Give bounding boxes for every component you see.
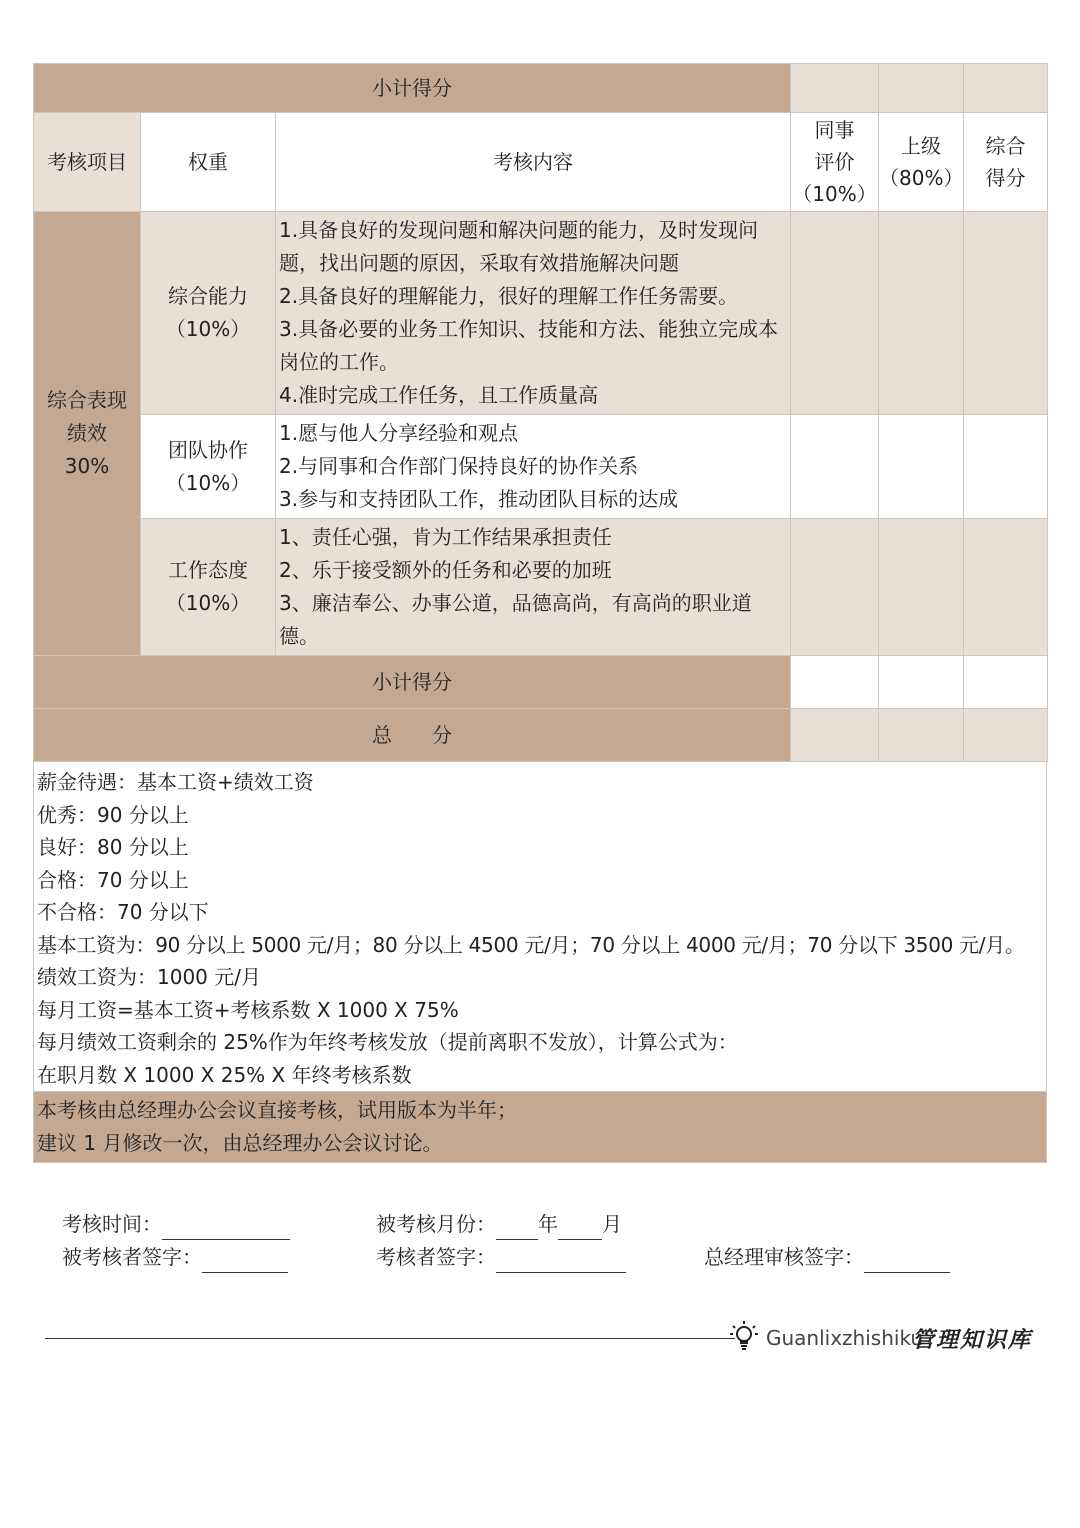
note-line: 每月绩效工资剩余的 25%作为年终考核发放（提前离职不发放），计算公式为： [37,1030,738,1054]
peer-score-cell[interactable] [791,519,879,656]
subtotal-row [34,656,1048,709]
content-line: 3.具备必要的业务工作知识、技能和方法、能独立完成本岗位的工作。 [279,317,779,374]
sign-month [376,1208,622,1240]
note-line: 良好：80 分以上 [37,835,189,859]
gm-sign-field[interactable] [864,1248,950,1273]
category-l3: 30% [64,454,110,478]
examiner-label: 考核者签字： [376,1245,496,1269]
assessment-sheet [33,63,1047,1163]
header-item: 考核项目 [34,113,141,212]
header-total-l1: 综合 [985,134,1026,158]
content-line: 3.参与和支持团队工作，推动团队目标的达成 [279,487,679,511]
total-score-cell[interactable] [964,656,1048,709]
sign-examiner [376,1241,626,1273]
note-line: 优秀：90 分以上 [37,802,189,827]
category-cell [34,212,141,656]
subtotal-row-top [34,64,1048,113]
note-line: 每月工资=基本工资+考核系数 X 1000 X 75% [37,997,459,1022]
time-label: 考核时间： [62,1212,162,1236]
year-char: 年 [538,1212,558,1236]
month-char: 月 [602,1212,622,1236]
lightbulb-icon [729,1320,759,1356]
sign-gm [704,1241,950,1273]
content-line: 3、廉洁奉公、办事公道，品德高尚，有高尚的职业道德。 [279,591,752,648]
note-line: 不合格：70 分以下 [37,900,209,924]
content-line: 1.具备良好的发现问题和解决问题的能力，及时发现问题，找出问题的原因，采取有效措施解决问题 [279,218,759,275]
remark-line: 本考核由总经理办公会议直接考核，试用版本为半年； [37,1098,517,1122]
content-line: 2.与同事和合作部门保持良好的协作关系 [279,454,639,478]
header-row [34,113,1048,212]
weight-value: （10%） [165,317,251,341]
brand-english: Guanlixzhishiku [766,1326,924,1350]
header-peer [791,113,879,212]
examinee-sign-field[interactable] [202,1248,288,1273]
remark-line: 建议 1 月修改一次，由总经理办公会议讨论。 [37,1131,443,1155]
superior-score-cell[interactable] [879,709,964,762]
note-line: 在职月数 X 1000 X 25% X 年终考核系数 [37,1062,412,1087]
header-superior-l1: 上级 [901,134,941,158]
salary-notes [33,762,1047,1092]
sign-time [62,1208,290,1240]
total-label: 总 分 [34,709,791,762]
peer-score-cell[interactable] [791,656,879,709]
header-peer-l3: （10%） [792,182,877,206]
weight-name: 团队协作 [168,437,248,462]
examinee-label: 被考核者签字： [62,1245,202,1269]
note-line: 基本工资为：90 分以上 5000 元/月；80 分以上 4500 元/月；70 分以上 4000 元/月；70 分以下 3500 元/月。 [37,932,1025,957]
remark-block [33,1092,1047,1163]
header-superior [879,113,964,212]
time-field[interactable] [162,1215,290,1240]
peer-score-cell[interactable] [791,709,879,762]
month-label: 被考核月份： [376,1212,496,1236]
content-line: 1.愿与他人分享经验和观点 [279,421,519,445]
header-peer-l2: 评价 [814,150,855,174]
header-peer-l1: 同事 [814,118,855,142]
weight-name: 工作态度 [168,558,248,582]
content-line: 4.准时完成工作任务，且工作质量高 [279,383,599,407]
note-line: 薪金待遇：基本工资+绩效工资 [37,770,314,794]
category-l1: 综合表现 [47,388,127,412]
weight-teamwork [141,415,276,519]
header-total-l2: 得分 [985,166,1026,190]
header-content: 考核内容 [276,113,791,212]
peer-score-cell[interactable] [791,212,879,415]
weight-name: 综合能力 [168,284,248,308]
content-line: 2.具备良好的理解能力，很好的理解工作任务需要。 [279,284,739,308]
superior-score-cell[interactable] [879,64,964,113]
subtotal-label: 小计得分 [34,64,791,113]
total-score-cell[interactable] [964,64,1048,113]
superior-score-cell[interactable] [879,519,964,656]
content-ability [276,212,791,415]
total-score-cell[interactable] [964,212,1048,415]
gm-label: 总经理审核签字： [704,1245,864,1269]
content-line: 2、乐于接受额外的任务和必要的加班 [279,558,612,582]
assessment-table [33,63,1048,762]
month-field[interactable] [558,1215,602,1240]
superior-score-cell[interactable] [879,415,964,519]
row-ability [34,212,1048,415]
row-teamwork [34,415,1048,519]
peer-score-cell[interactable] [791,415,879,519]
content-line: 1、责任心强，肯为工作结果承担责任 [279,525,612,549]
year-field[interactable] [496,1215,538,1240]
weight-value: （10%） [165,470,251,495]
weight-ability [141,212,276,415]
note-line: 绩效工资为：1000 元/月 [37,965,261,989]
header-total [964,113,1048,212]
superior-score-cell[interactable] [879,212,964,415]
superior-score-cell[interactable] [879,656,964,709]
sign-examinee [62,1241,288,1273]
row-attitude [34,519,1048,656]
peer-score-cell[interactable] [791,64,879,113]
content-attitude [276,519,791,656]
note-line: 合格：70 分以上 [37,867,189,892]
footer-divider [45,1338,735,1339]
header-weight: 权重 [141,113,276,212]
brand-chinese: 管理知识库 [912,1327,1033,1353]
weight-value: （10%） [165,591,251,615]
weight-attitude [141,519,276,656]
total-score-cell[interactable] [964,709,1048,762]
category-l2: 绩效 [67,421,107,445]
total-score-cell[interactable] [964,519,1048,656]
header-superior-l2: （80%） [879,166,964,190]
examiner-sign-field[interactable] [496,1248,626,1273]
subtotal-label: 小计得分 [34,656,791,709]
total-row [34,709,1048,762]
total-score-cell[interactable] [964,415,1048,519]
content-teamwork [276,415,791,519]
